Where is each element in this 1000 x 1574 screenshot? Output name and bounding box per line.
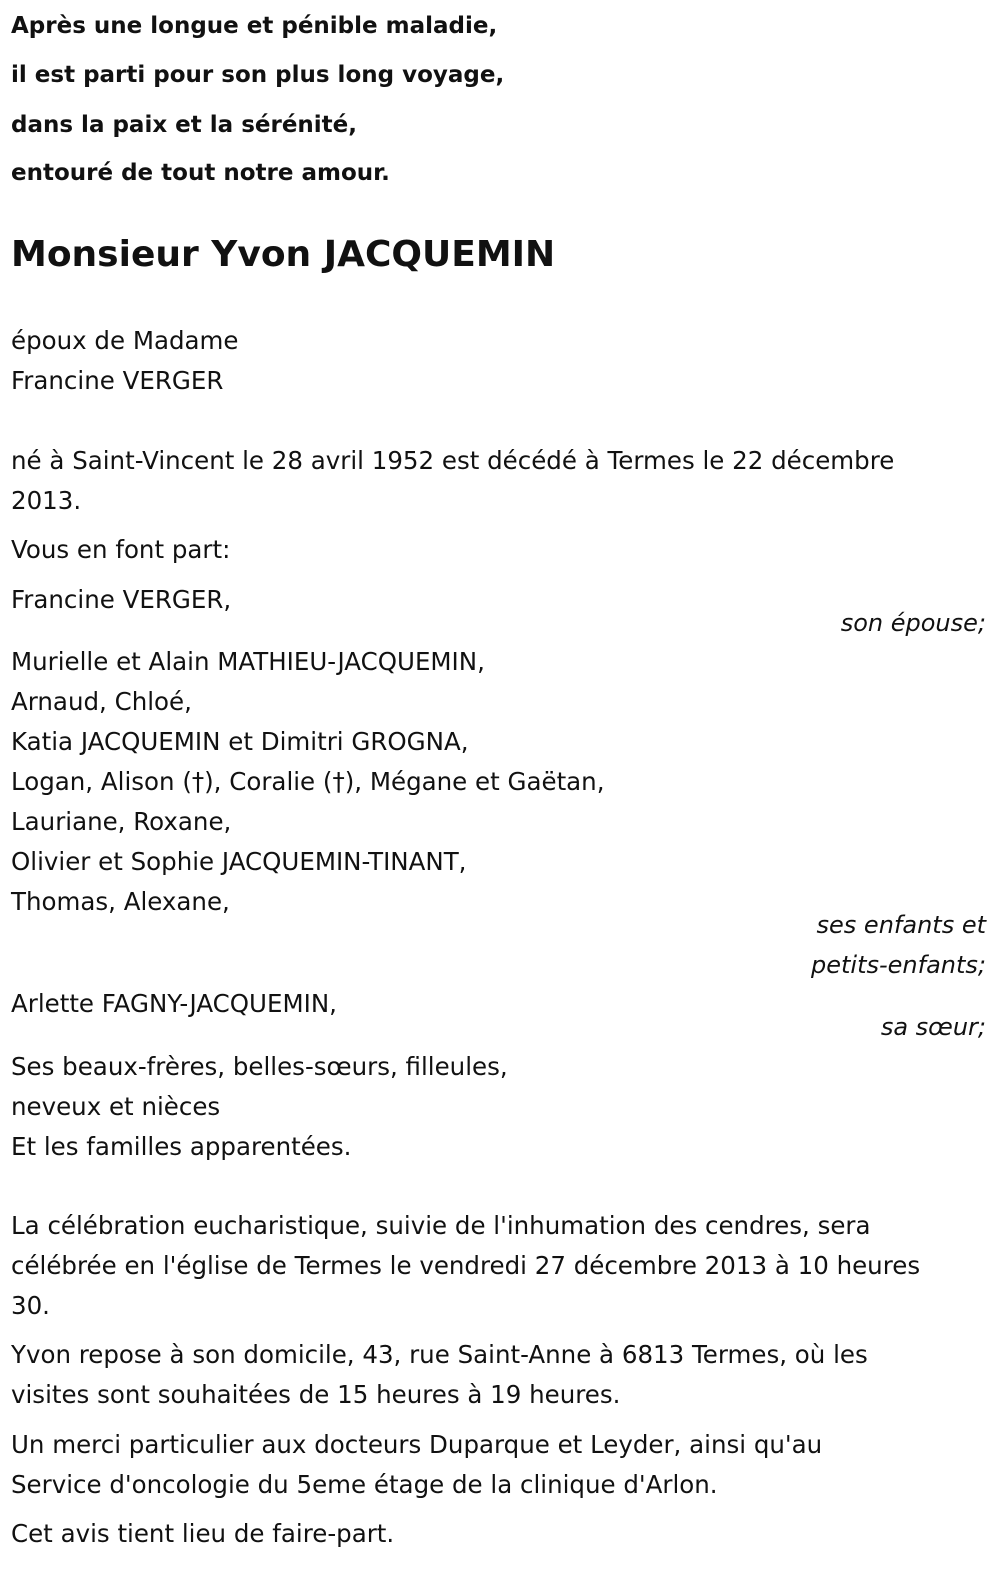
intro-line: il est parti pour son plus long voyage,: [11, 62, 505, 88]
ceremony-line: La célébration eucharistique, suivie de l'inhumation des cendres, sera: [11, 1211, 871, 1240]
thanks-line: Un merci particulier aux docteurs Duparque et Leyder, ainsi qu'au: [11, 1430, 823, 1459]
family-member: Logan, Alison (†), Coralie (†), Mégane et Gaëtan,: [11, 767, 605, 796]
family-member: Arnaud, Chloé,: [11, 687, 192, 716]
ceremony-line: 30.: [11, 1291, 50, 1320]
family-member: Lauriane, Roxane,: [11, 807, 232, 836]
birth-death-line: 2013.: [11, 486, 82, 515]
family-member: Ses beaux-frères, belles-sœurs, filleules,: [11, 1052, 508, 1081]
announcement: Vous en font part:: [11, 535, 231, 564]
spouse-line: Francine VERGER: [11, 366, 224, 395]
family-member: Thomas, Alexane,: [11, 887, 230, 916]
intro-line: entouré de tout notre amour.: [11, 160, 390, 186]
intro-line: Après une longue et pénible maladie,: [11, 13, 498, 39]
birth-death-line: né à Saint-Vincent le 28 avril 1952 est décédé à Termes le 22 décembre: [11, 446, 895, 475]
thanks-line: Service d'oncologie du 5eme étage de la clinique d'Arlon.: [11, 1470, 718, 1499]
family-member: Olivier et Sophie JACQUEMIN-TINANT,: [11, 847, 467, 876]
family-member: Francine VERGER,: [11, 585, 232, 614]
family-member: Arlette FAGNY-JACQUEMIN,: [11, 989, 337, 1018]
relation-label: ses enfants et: [816, 911, 986, 939]
intro-line: dans la paix et la sérénité,: [11, 112, 358, 138]
relation-label: sa sœur;: [880, 1013, 986, 1041]
visit-line: visites sont souhaitées de 15 heures à 19 heures.: [11, 1380, 621, 1409]
family-member: neveux et nièces: [11, 1092, 221, 1121]
deceased-name: Monsieur Yvon JACQUEMIN: [11, 234, 556, 275]
spouse-line: époux de Madame: [11, 326, 239, 355]
closing-line: Cet avis tient lieu de faire-part.: [11, 1519, 395, 1548]
family-member: Et les familles apparentées.: [11, 1132, 352, 1161]
ceremony-line: célébrée en l'église de Termes le vendredi 27 décembre 2013 à 10 heures: [11, 1251, 921, 1280]
visit-line: Yvon repose à son domicile, 43, rue Saint-Anne à 6813 Termes, où les: [11, 1340, 868, 1369]
relation-label: petits-enfants;: [811, 951, 986, 979]
relation-label: son épouse;: [840, 609, 986, 637]
family-member: Murielle et Alain MATHIEU-JACQUEMIN,: [11, 647, 485, 676]
family-member: Katia JACQUEMIN et Dimitri GROGNA,: [11, 727, 469, 756]
